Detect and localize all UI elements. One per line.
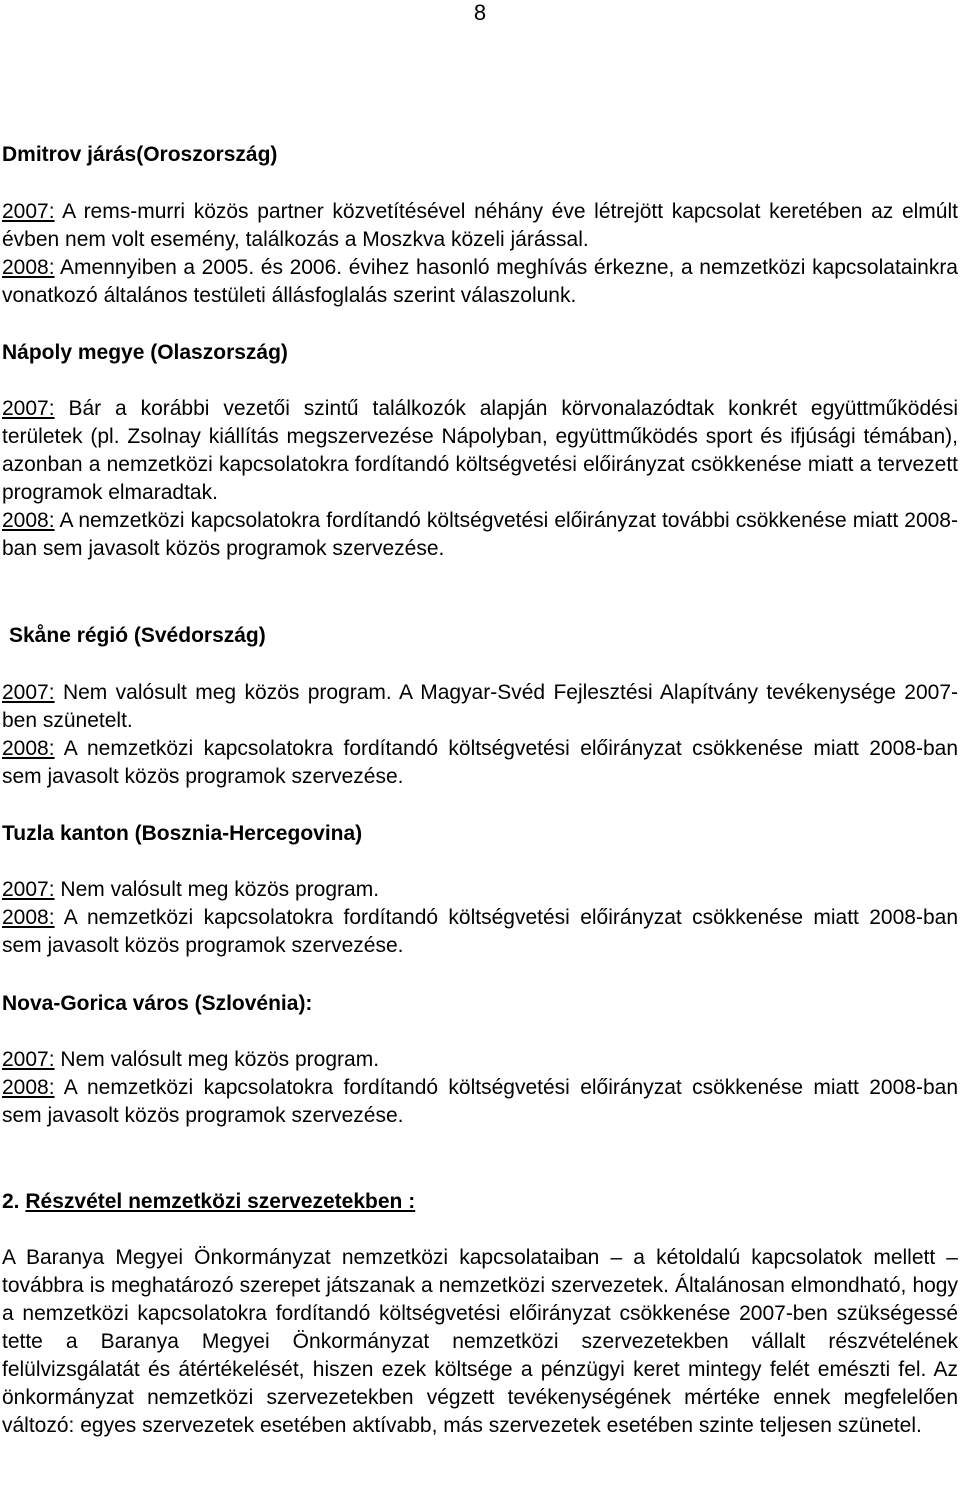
chapter-title-line bbox=[2, 1188, 958, 1216]
chapter-body bbox=[2, 1244, 958, 1440]
year-label: 2007: bbox=[2, 1048, 55, 1071]
year-label: 2008: bbox=[2, 737, 55, 760]
paragraph-2008 bbox=[2, 254, 958, 310]
chapter-heading bbox=[2, 1188, 958, 1216]
paragraph-2007 bbox=[2, 1046, 958, 1074]
paragraph-2008 bbox=[2, 904, 958, 960]
year-label: 2008: bbox=[2, 256, 55, 279]
year-label: 2007: bbox=[2, 878, 55, 901]
section-novagorica bbox=[2, 990, 958, 1018]
page-number: 8 bbox=[473, 0, 487, 25]
paragraph-2008 bbox=[2, 507, 958, 563]
paragraph-text: A nemzetközi kapcsolatokra fordítandó költségvetési előirányzat csökkenése miatt 2008-ban sem javasolt közös programok szervezése. bbox=[2, 1076, 958, 1127]
section-heading: Nova-Gorica város (Szlovénia): bbox=[2, 992, 313, 1015]
paragraph-2007 bbox=[2, 876, 958, 904]
paragraph-2007 bbox=[2, 395, 958, 507]
paragraph-text: Amennyiben a 2005. és 2006. évihez hasonló meghívás érkezne, a nemzetközi kapcsolatainkra vonatkozó általános testületi állásfoglalás szerint válaszolunk. bbox=[2, 256, 958, 307]
paragraph-text: A nemzetközi kapcsolatokra fordítandó költségvetési előirányzat további csökkenése miatt 2008-ban sem javasolt közös programok szervezése. bbox=[2, 509, 958, 560]
section-tuzla-body bbox=[2, 876, 958, 960]
paragraph-2008 bbox=[2, 1074, 958, 1130]
paragraph-text: A nemzetközi kapcsolatokra fordítandó költségvetési előirányzat csökkenése miatt 2008-ban sem javasolt közös programok szervezése. bbox=[2, 737, 958, 788]
year-label: 2007: bbox=[2, 681, 55, 704]
paragraph-text: A nemzetközi kapcsolatokra fordítandó költségvetési előirányzat csökkenése miatt 2008-ban sem javasolt közös programok szervezése. bbox=[2, 906, 958, 957]
paragraph-text: A rems-murri közös partner közvetítésével néhány éve létrejött kapcsolat keretében az elmúlt évben nem volt esemény, találkozás a Moszkva közeli járással. bbox=[2, 200, 958, 251]
paragraph-text: Nem valósult meg közös program. bbox=[60, 878, 380, 901]
section-heading: Nápoly megye (Olaszország) bbox=[2, 341, 288, 364]
paragraph-text: Nem valósult meg közös program. bbox=[60, 1048, 380, 1071]
paragraph-text: Nem valósult meg közös program. A Magyar-Svéd Fejlesztési Alapítvány tevékenysége 2007-ben szünetelt. bbox=[2, 681, 959, 732]
paragraph-2007 bbox=[2, 679, 958, 735]
paragraph-2008 bbox=[2, 735, 958, 791]
section-heading: Tuzla kanton (Bosznia-Hercegovina) bbox=[2, 822, 363, 845]
section-dmitrov bbox=[2, 141, 958, 169]
year-label: 2007: bbox=[2, 200, 55, 223]
chapter-number: 2. bbox=[2, 1190, 20, 1213]
section-novagorica-body bbox=[2, 1046, 958, 1130]
section-napoly-body bbox=[2, 395, 958, 563]
chapter-paragraph: A Baranya Megyei Önkormányzat nemzetközi kapcsolataiban – a kétoldalú kapcsolatok mellett – továbbra is meghatározó szerepet játszanak a nemzetközi szervezetek. Általánosan elmondható, hogy a nemzetközi kapcsolatokra fordítandó költségvetési előirányzat csökkenése 2007-ben szükségessé tette a Baranya Megyei Önkormányzat nemzetközi szervezetekben vállalt részvételének felülvizsgálatát és átértékelését, hiszen ezek költsége a pénzügyi keret mintegy felét emészti fel. Az önkormányzat nemzetközi szervezetekben végzett tevékenységének mértéke ennek megfelelően változó: egyes szervezetek esetében aktívabb, más szervezetek esetében szinte teljesen szünetel. bbox=[2, 1246, 958, 1437]
chapter-title: Részvétel nemzetközi szervezetekben : bbox=[25, 1190, 416, 1213]
section-napoly bbox=[2, 339, 958, 367]
year-label: 2008: bbox=[2, 1076, 55, 1099]
year-label: 2007: bbox=[2, 397, 55, 420]
paragraph-2007 bbox=[2, 198, 958, 254]
year-label: 2008: bbox=[2, 509, 55, 532]
section-tuzla bbox=[2, 820, 958, 848]
year-label: 2008: bbox=[2, 906, 55, 929]
section-dmitrov-body bbox=[2, 198, 958, 310]
section-skane-body bbox=[2, 679, 958, 791]
section-heading: Dmitrov járás(Oroszország) bbox=[2, 143, 278, 166]
paragraph-text: Bár a korábbi vezetői szintű találkozók alapján körvonalazódtak konkrét együttműködési területek (pl. Zsolnay kiállítás megszervezése Nápolyban, együttműködés sport és ifjúsági témában), azonban a nemzetközi kapcsolatokra fordítandó költségvetési előirányzat csökkenése miatt a tervezett programok elmaradtak. bbox=[2, 397, 958, 504]
section-skane bbox=[9, 622, 958, 650]
section-heading: Skåne régió (Svédország) bbox=[9, 624, 266, 647]
